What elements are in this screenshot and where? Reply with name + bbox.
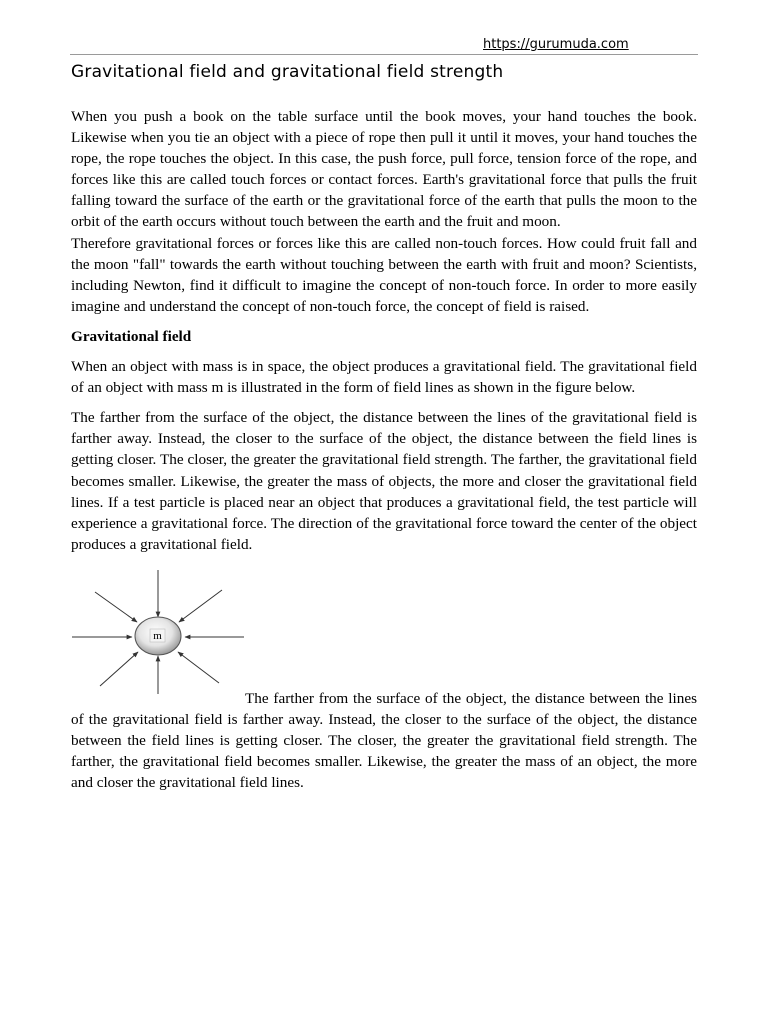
header-divider [70,54,698,55]
paragraph-figure-caption: The farther from the surface of the object, the distance between the lines of the gravitational field is farther away. Instead, the closer to the surface of the object, the distance between the field lines is getting closer. The closer, the greater the gravitational field strength. The farther, the gravitational field becomes smaller. Likewise, the greater the mass of an object, the more and closer the gravitational field lines. [71,689,697,792]
paragraph-field-lines: The farther from the surface of the object, the distance between the lines of the gravitational field is farther away. Instead, the closer to the surface of the object, the distance between the field lines is getting closer. The closer, the greater the gravitational field strength. The farther, the gravitational field becomes smaller. Likewise, the greater the mass of objects, the more and closer the gravitational field lines. If a test particle is placed near an object that produces a gravitational field, the test particle will experience a gravitational force. The direction of the gravitational force toward the center of the object produces a gravitational field. [71,409,697,553]
document-body [71,106,697,793]
figure-section [71,563,697,793]
paragraph-non-touch-forces: Therefore gravitational forces or forces like this are called non-touch forces. How could fruit fall and the moon "fall" towards the earth without touching between the earth with fruit and moon? Scientists, including Newton, find it difficult to imagine the concept of non-touch force. In order to more easily imagine and understand the concept of non-touch force, the concept of field is raised. [71,234,697,315]
paragraph-contact-forces: When you push a book on the table surface until the book moves, your hand touches the book. Likewise when you tie an object with a piece of rope then pull it until it moves, your hand touches the rope, the rope touches the object. In this case, the push force, pull force, tension force of the rope, and forces like this are called touch forces or contact forces. Earth's gravitational force that pulls the fruit falling toward the surface of the earth or the gravitational force of the earth that pulls the moon to the orbit of the earth occurs without touch between the earth and the fruit and moon. [71,108,697,231]
paragraph-field-intro: When an object with mass is in space, the object produces a gravitational field. The gravitational field of an object with mass m is illustrated in the form of field lines as shown in the figure below. [71,358,697,397]
section-heading-gravitational-field: Gravitational field [71,327,192,345]
gravitational-field-figure [71,570,245,694]
field-line-top-left [95,592,137,622]
source-link[interactable]: https://gurumuda.com [483,37,629,52]
mass-label: m [153,629,162,642]
document-title: Gravitational field and gravitational field strength [71,62,504,82]
field-line-top-right [179,590,222,622]
field-line-bottom-left [100,652,138,686]
field-line-bottom-right [178,652,219,683]
